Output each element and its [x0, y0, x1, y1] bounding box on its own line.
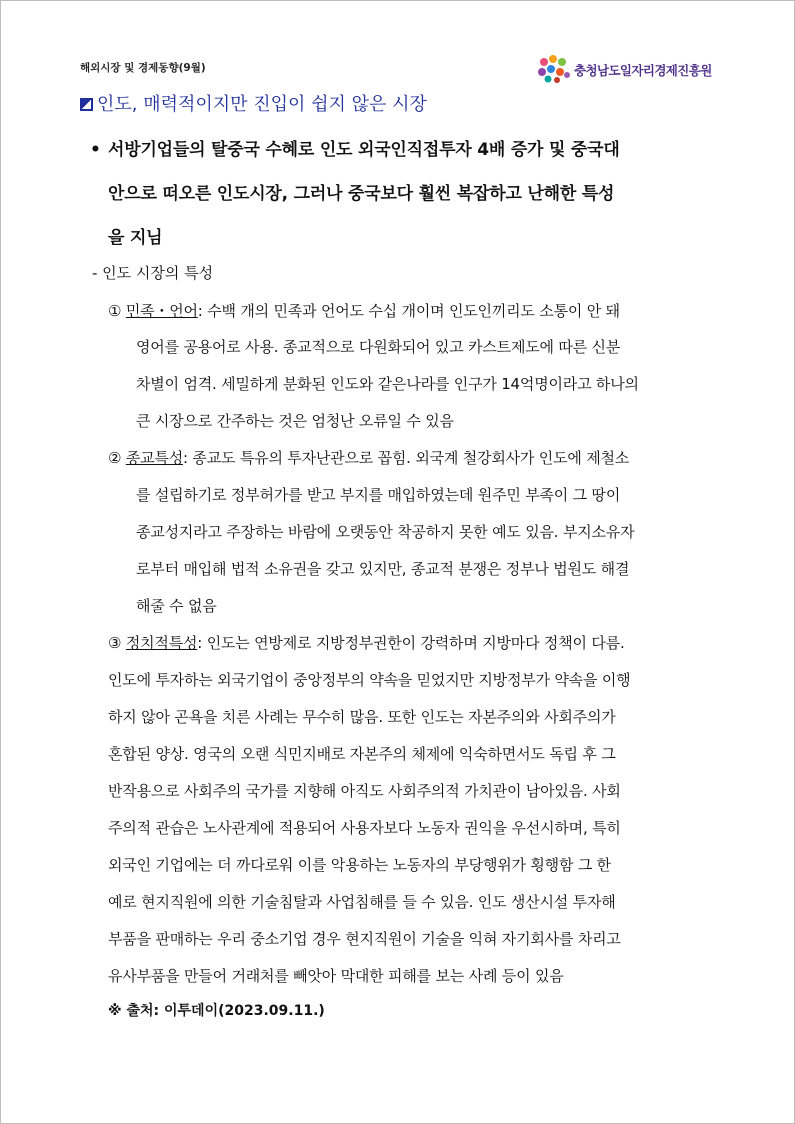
- bullet-marker: •: [90, 140, 101, 160]
- item-line: 를 설립하기로 정부허가를 받고 부지를 매입하였는데 원주민 부족이 그 땅이: [136, 486, 621, 504]
- logo-icon: [536, 55, 572, 83]
- item-line: 인도에 투자하는 외국기업이 중앙정부의 약속을 믿었지만 지방정부가 약속을 이행: [108, 671, 631, 689]
- source-citation: ※ 출처: 이투데이(2023.09.11.): [108, 1003, 325, 1019]
- item-text: : 인도는 연방제로 지방정부권한이 강력하며 지방마다 정책이 다름.: [197, 634, 625, 652]
- item-line: [108, 300, 620, 321]
- item-line: 외국인 기업에는 더 까다로워 이를 악용하는 노동자의 부당행위가 횡행함 그 한: [108, 856, 611, 874]
- organization-logo: [536, 55, 726, 83]
- item-text: : 수백 개의 민족과 언어도 수십 개이며 인도인끼리도 소통이 안 돼: [197, 302, 620, 320]
- item-line: 큰 시장으로 간주하는 것은 엄청난 오류일 수 있음: [136, 412, 454, 430]
- item-line: 반작용으로 사회주의 국가를 지향해 아직도 사회주의적 가치관이 남아있음. 사회: [108, 782, 621, 800]
- main-bullet-line: 을 지님: [108, 228, 163, 248]
- item-line: [108, 632, 625, 653]
- item-line: 유사부품을 만들어 거래처를 빼앗아 막대한 피해를 보는 사례 등이 있음: [108, 967, 564, 985]
- page-title: [80, 90, 427, 116]
- item-number: ②: [108, 449, 122, 467]
- item-line: 예로 현지직원에 의한 기술침탈과 사업침해를 들 수 있음. 인도 생산시설 투자해: [108, 893, 616, 911]
- title-marker-icon: [80, 98, 93, 111]
- item-line: 종교성지라고 주장하는 바람에 오랫동안 착공하지 못한 예도 있음. 부지소유자: [136, 523, 635, 541]
- item-line: 주의적 관습은 노사관계에 적용되어 사용자보다 노동자 권익을 우선시하며, 특히: [108, 819, 621, 837]
- item-line: 로부터 매입해 법적 소유권을 갖고 있지만, 종교적 분쟁은 정부나 법원도 해결: [136, 560, 630, 578]
- item-line: 해줄 수 없음: [136, 597, 217, 615]
- main-bullet-line: 서방기업들의 탈중국 수혜로 인도 외국인직접투자 4배 증가 및 중국대: [108, 140, 620, 160]
- item-text: : 종교도 특유의 투자난관으로 꼽힘. 외국계 철강회사가 인도에 제철소: [183, 449, 630, 467]
- header-section-label: 해외시장 및 경제동향(9월): [80, 62, 206, 74]
- item-line: 차별이 엄격. 세밀하게 분화된 인도와 같은나라를 인구가 14억명이라고 하나의: [136, 375, 639, 393]
- item-line: 영어를 공용어로 사용. 종교적으로 다원화되어 있고 카스트제도에 따른 신분: [136, 338, 621, 356]
- item-line: [108, 447, 629, 468]
- item-number: ③: [108, 634, 122, 652]
- item-label: 민족・언어: [125, 302, 198, 320]
- page-title-text: 인도, 매력적이지만 진입이 쉽지 않은 시장: [97, 94, 427, 115]
- item-line: 혼합된 양상. 영국의 오랜 식민지배로 자본주의 체제에 익숙하면서도 독립 후 그: [108, 745, 616, 763]
- item-label: 종교특성: [125, 449, 183, 467]
- item-label: 정치적특성: [125, 634, 198, 652]
- main-bullet-line: 안으로 떠오른 인도시장, 그러나 중국보다 훨씬 복잡하고 난해한 특성: [108, 184, 615, 204]
- item-number: ①: [108, 302, 122, 320]
- item-line: 하지 않아 곤욕을 치른 사례는 무수히 많음. 또한 인도는 자본주의와 사회주의가: [108, 708, 616, 726]
- logo-text: 충청남도일자리경제진흥원: [574, 63, 712, 78]
- sub-heading: - 인도 시장의 특성: [92, 264, 214, 282]
- item-line: 부품을 판매하는 우리 중소기업 경우 현지직원이 기술을 익혀 자기회사를 차리고: [108, 930, 621, 948]
